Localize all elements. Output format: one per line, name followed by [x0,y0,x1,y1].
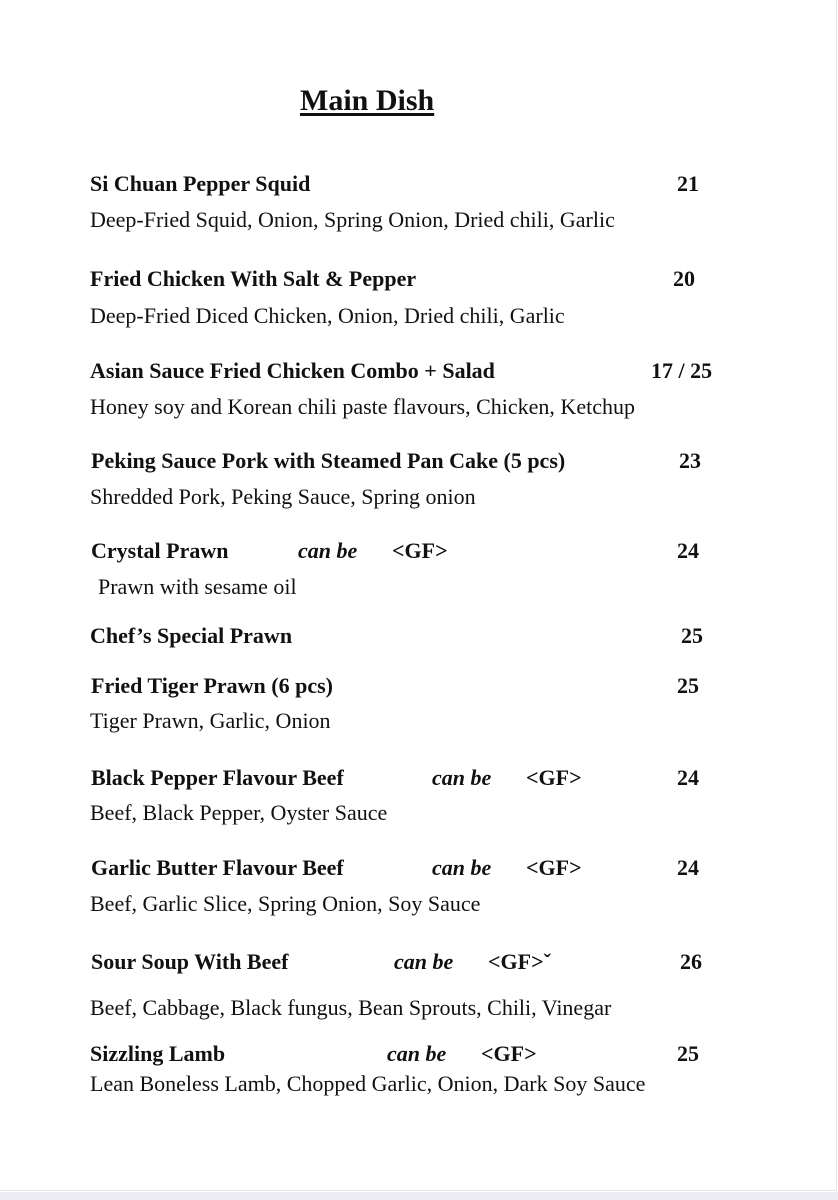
page-bottom-edge [0,1192,838,1200]
item-price: 21 [677,171,699,196]
item-description: Tiger Prawn, Garlic, Onion [90,708,331,733]
item-price: 17 / 25 [651,358,713,383]
menu-title: Main Dish [300,84,435,117]
gf-option-label: can be [387,1041,447,1066]
item-price: 25 [677,673,699,698]
item-name: Crystal Prawn [91,538,229,563]
item-description: Beef, Garlic Slice, Spring Onion, Soy Sauce [90,891,481,916]
item-price: 20 [673,266,695,291]
item-name: Si Chuan Pepper Squid [90,171,311,196]
item-price: 25 [677,1041,699,1066]
item-description: Lean Boneless Lamb, Chopped Garlic, Onion, Dark Soy Sauce [90,1071,646,1096]
item-price: 24 [677,855,699,880]
item-description: Honey soy and Korean chili paste flavours, Chicken, Ketchup [90,394,635,419]
gf-tag: <GF> [526,855,582,880]
item-name: Chef’s Special Prawn [90,623,293,648]
item-price: 25 [681,623,703,648]
item-price: 24 [677,538,699,563]
gf-option-label: can be [298,538,358,563]
item-name: Fried Tiger Prawn (6 pcs) [91,673,333,698]
item-price: 24 [677,765,699,790]
item-name: Sour Soup With Beef [91,949,289,974]
item-description: Shredded Pork, Peking Sauce, Spring onion [90,484,476,509]
item-description: Beef, Black Pepper, Oyster Sauce [90,800,388,825]
item-description: Deep-Fried Diced Chicken, Onion, Dried chili, Garlic [90,303,565,328]
item-description: Prawn with sesame oil [98,574,297,599]
item-name: Black Pepper Flavour Beef [91,765,344,790]
item-name: Garlic Butter Flavour Beef [91,855,344,880]
gf-tag: <GF>ˇ [488,949,551,974]
gf-option-label: can be [432,855,492,880]
gf-option-label: can be [394,949,454,974]
gf-tag: <GF> [481,1041,537,1066]
gf-option-label: can be [432,765,492,790]
item-price: 26 [680,949,702,974]
item-name: Sizzling Lamb [90,1041,226,1066]
item-price: 23 [679,448,701,473]
gf-tag: <GF> [392,538,448,563]
item-description: Beef, Cabbage, Black fungus, Bean Sprouts, Chili, Vinegar [90,995,612,1020]
item-name: Fried Chicken With Salt & Pepper [90,266,417,291]
item-name: Peking Sauce Pork with Steamed Pan Cake (5 pcs) [91,448,566,473]
gf-tag: <GF> [526,765,582,790]
item-name: Asian Sauce Fried Chicken Combo + Salad [90,358,495,383]
item-description: Deep-Fried Squid, Onion, Spring Onion, Dried chili, Garlic [90,207,615,232]
